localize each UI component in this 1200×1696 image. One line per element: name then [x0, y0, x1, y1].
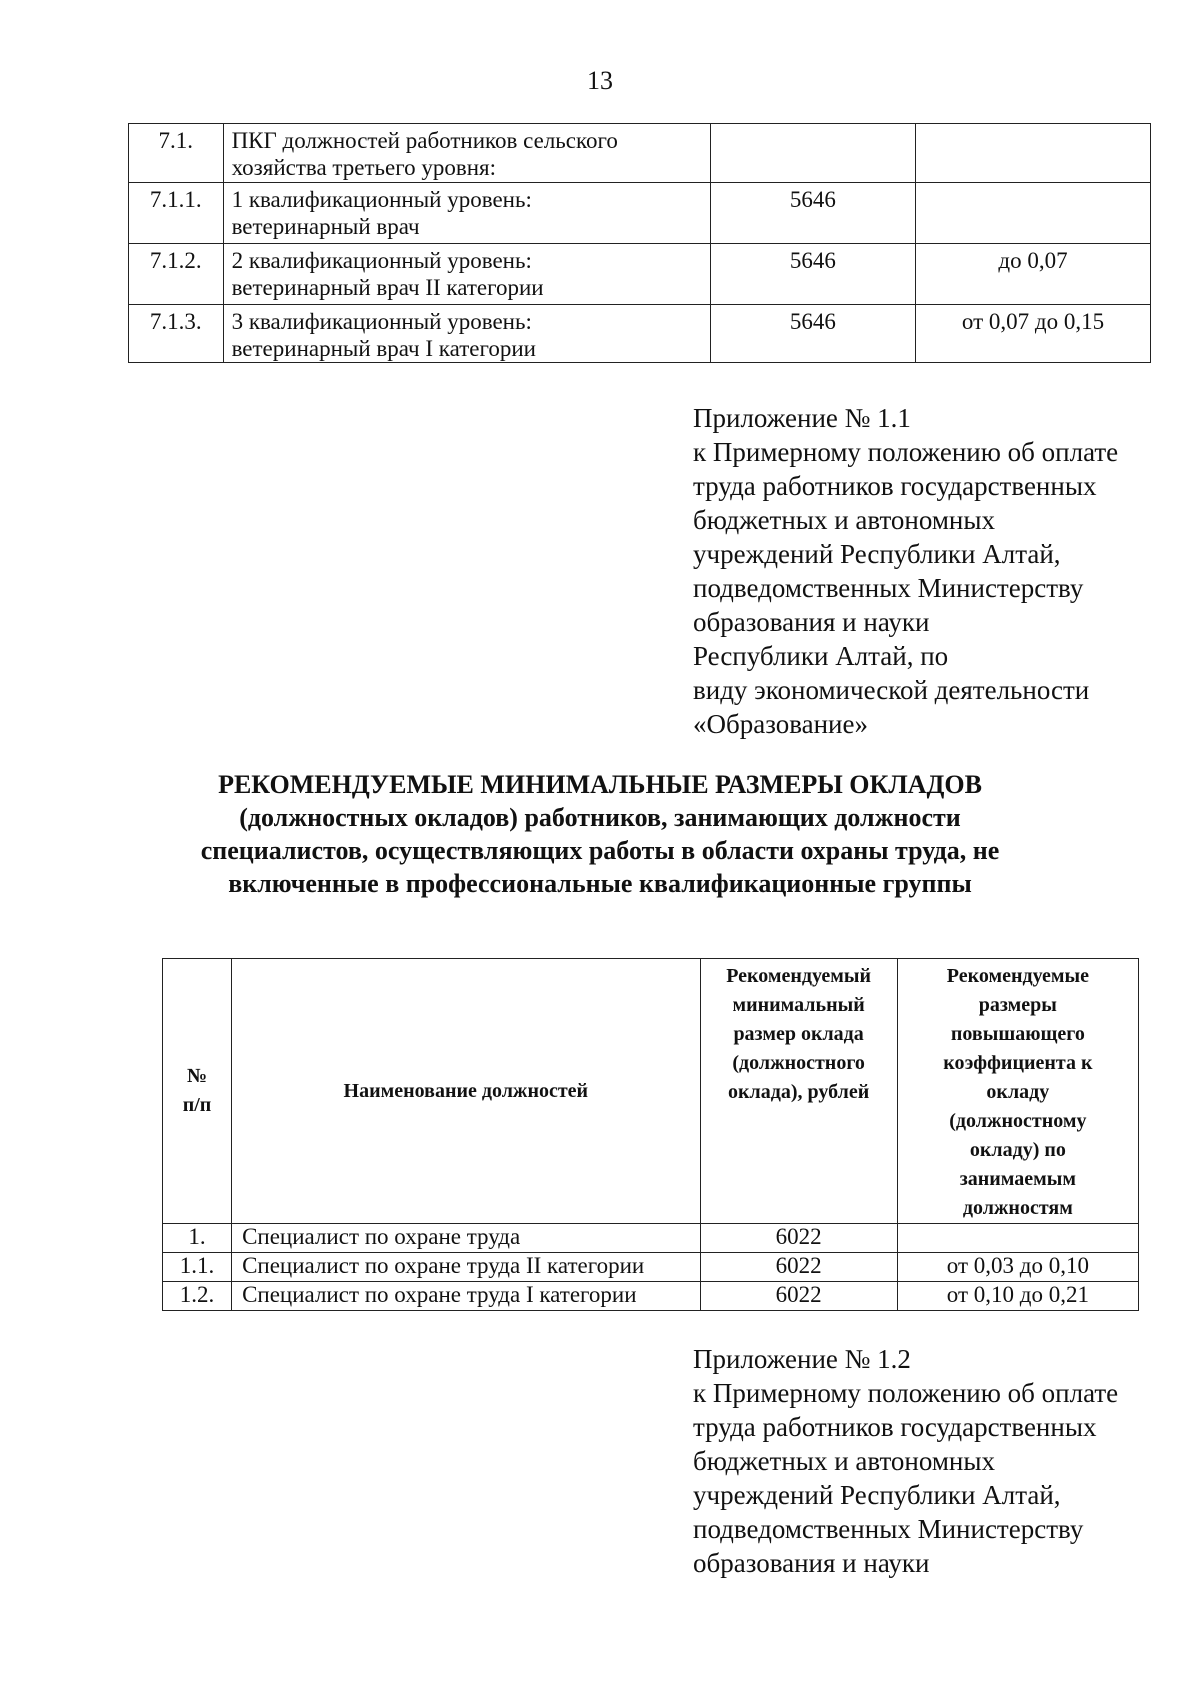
row-number: 1.	[163, 1224, 232, 1253]
appendix-line: к Примерному положению об оплате	[693, 437, 1119, 467]
position-name	[223, 305, 710, 363]
coefficient-cell: до 0,07	[916, 244, 1151, 305]
header-line: размеры	[978, 994, 1057, 1016]
salary-cell: 6022	[700, 1282, 897, 1311]
appendix-line: труда работников государственных	[693, 471, 1097, 501]
appendix-line: учреждений Республики Алтай,	[693, 539, 1061, 569]
position-name-line: 1 квалификационный уровень:	[231, 187, 532, 212]
column-header-coefficient	[897, 959, 1138, 1224]
header-line: п/п	[182, 1094, 212, 1116]
header-line: размер оклада	[733, 1023, 864, 1045]
position-name-line: ветеринарный врач I категории	[231, 336, 536, 361]
header-line: №	[186, 1065, 208, 1087]
salary-table-agriculture	[128, 123, 1151, 363]
header-line: повышающего	[950, 1023, 1085, 1045]
table-row	[129, 244, 1151, 305]
position-name	[223, 244, 710, 305]
appendix-line: подведомственных Министерству	[693, 573, 1084, 603]
appendix-line: Приложение № 1.1	[693, 403, 911, 433]
salary-cell: 5646	[710, 305, 915, 363]
table-row	[163, 1224, 1139, 1253]
coefficient-cell	[916, 183, 1151, 244]
appendix-line: к Примерному положению об оплате	[693, 1378, 1119, 1408]
salary-cell: 5646	[710, 183, 915, 244]
salary-table-labor-safety	[162, 958, 1139, 1311]
page-number: 13	[587, 66, 613, 95]
coefficient-cell: от 0,03 до 0,10	[897, 1253, 1138, 1282]
appendix-line: виду экономической деятельности	[693, 675, 1090, 705]
appendix-1-2-caption	[693, 1342, 1118, 1580]
row-number: 7.1.	[129, 124, 224, 183]
header-line: должностям	[962, 1197, 1073, 1219]
salary-cell: 5646	[710, 244, 915, 305]
appendix-line: «Образование»	[693, 709, 868, 739]
position-name: Специалист по охране труда I категории	[232, 1282, 700, 1311]
position-name-line: ветеринарный врач	[231, 214, 420, 239]
row-number: 7.1.3.	[129, 305, 224, 363]
table-row	[129, 124, 1151, 183]
header-line: окладу) по	[969, 1139, 1066, 1161]
header-line: (должностному	[949, 1110, 1087, 1132]
row-number: 7.1.1.	[129, 183, 224, 244]
salary-cell	[710, 124, 915, 183]
position-name-line: 2 квалификационный уровень:	[231, 248, 532, 273]
table-row	[129, 183, 1151, 244]
salary-cell: 6022	[700, 1253, 897, 1282]
table-row	[163, 1282, 1139, 1311]
appendix-line: образования и науки	[693, 607, 930, 637]
table-row	[163, 1253, 1139, 1282]
row-number: 1.1.	[163, 1253, 232, 1282]
column-header-name: Наименование должностей	[232, 959, 700, 1224]
header-line: Рекомендуемый	[726, 965, 872, 987]
position-name-line: ветеринарный врач II категории	[231, 275, 544, 300]
column-header-number	[163, 959, 232, 1224]
position-name-line: ПКГ должностей работников сельского	[231, 128, 618, 153]
row-number: 7.1.2.	[129, 244, 224, 305]
coefficient-cell	[897, 1224, 1138, 1253]
coefficient-cell: от 0,07 до 0,15	[916, 305, 1151, 363]
appendix-line: труда работников государственных	[693, 1412, 1097, 1442]
appendix-1-1-caption	[693, 401, 1118, 741]
header-line: Рекомендуемые	[946, 965, 1089, 987]
header-line: (должностного	[732, 1052, 865, 1074]
heading-line: включенные в профессиональные квалификационные группы	[228, 869, 972, 898]
appendix-line: Приложение № 1.2	[693, 1344, 911, 1374]
coefficient-cell	[916, 124, 1151, 183]
appendix-line: образования и науки	[693, 1548, 930, 1578]
header-line: оклада), рублей	[728, 1081, 870, 1103]
table-header-row	[163, 959, 1139, 1224]
position-name	[223, 124, 710, 183]
section-heading	[150, 768, 1050, 900]
coefficient-cell: от 0,10 до 0,21	[897, 1282, 1138, 1311]
table-row	[129, 305, 1151, 363]
position-name-line: хозяйства третьего уровня:	[231, 155, 496, 180]
row-number: 1.2.	[163, 1282, 232, 1311]
position-name	[223, 183, 710, 244]
position-name: Специалист по охране труда	[232, 1224, 700, 1253]
header-line: коэффициента к	[943, 1052, 1093, 1074]
appendix-line: Республики Алтай, по	[693, 641, 949, 671]
heading-line: РЕКОМЕНДУЕМЫЕ МИНИМАЛЬНЫЕ РАЗМЕРЫ ОКЛАДОВ	[218, 770, 982, 799]
header-line: окладу	[986, 1081, 1050, 1103]
header-line: занимаемым	[959, 1168, 1077, 1190]
appendix-line: бюджетных и автономных	[693, 505, 996, 535]
column-header-salary	[700, 959, 897, 1224]
appendix-line: подведомственных Министерству	[693, 1514, 1084, 1544]
position-name: Специалист по охране труда II категории	[232, 1253, 700, 1282]
salary-cell: 6022	[700, 1224, 897, 1253]
appendix-line: бюджетных и автономных	[693, 1446, 996, 1476]
heading-line: специалистов, осуществляющих работы в области охраны труда, не	[200, 836, 1000, 865]
heading-line: (должностных окладов) работников, занимающих должности	[239, 803, 961, 832]
header-line: минимальный	[732, 994, 865, 1016]
position-name-line: 3 квалификационный уровень:	[231, 309, 532, 334]
appendix-line: учреждений Республики Алтай,	[693, 1480, 1061, 1510]
